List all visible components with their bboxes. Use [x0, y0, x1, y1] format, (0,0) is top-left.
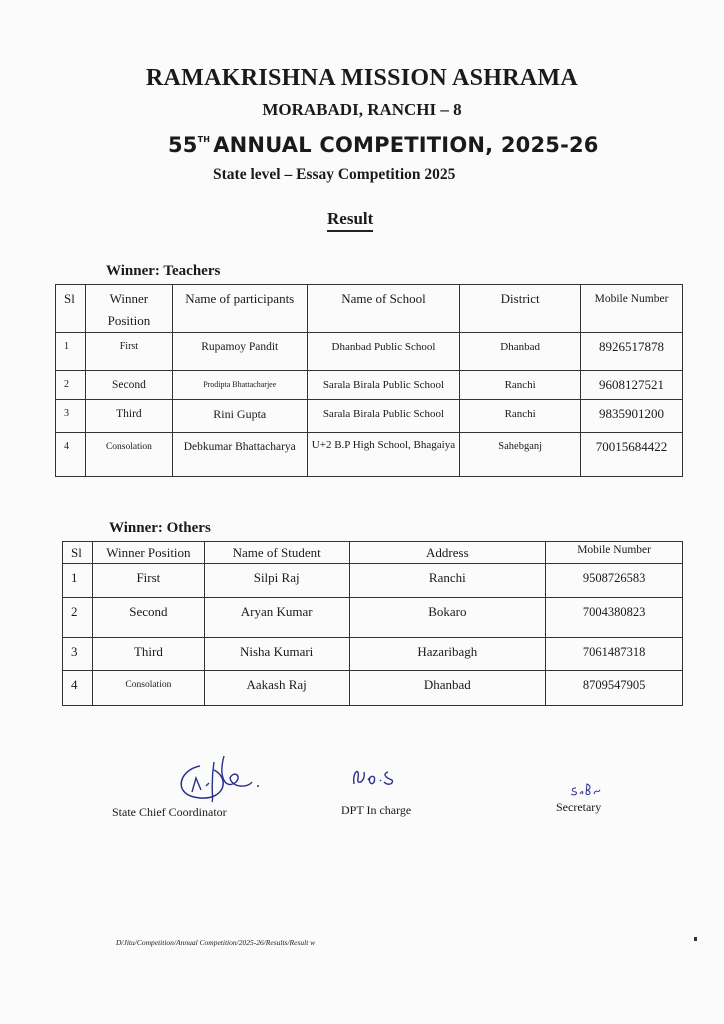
- table-row: [56, 371, 683, 400]
- cell-name: Prodipta Bhattacharjee: [172, 371, 307, 400]
- cell-district: Ranchi: [460, 400, 581, 433]
- table-row: [56, 333, 683, 371]
- teachers-header-row: [56, 285, 683, 333]
- scan-speck: [694, 937, 697, 941]
- cell-name: Aakash Raj: [204, 671, 349, 706]
- col-participant-name: Name of participants: [172, 285, 307, 333]
- cell-address: Hazaribagh: [349, 638, 546, 671]
- col-district: District: [460, 285, 581, 333]
- cell-sl: 2: [63, 598, 93, 638]
- teachers-section-title: Winner: Teachers: [106, 263, 221, 279]
- org-name: RAMAKRISHNA MISSION ASHRAMA: [145, 65, 579, 91]
- col-winner-position: Winner Position: [92, 542, 204, 564]
- secretary-signature: [568, 780, 608, 800]
- org-address: MORABADI, RANCHI – 8: [262, 100, 462, 119]
- cell-mobile: 9835901200: [581, 400, 683, 433]
- table-row: [56, 433, 683, 477]
- subtitle: State level – Essay Competition 2025: [213, 166, 456, 183]
- cell-school: Sarala Birala Public School: [307, 400, 460, 433]
- col-mobile: Mobile Number: [546, 542, 683, 564]
- signature-label-coordinator: State Chief Coordinator: [112, 805, 227, 819]
- competition-title: [168, 133, 599, 157]
- cell-mobile: 9608127521: [581, 371, 683, 400]
- table-row: [56, 400, 683, 433]
- cell-position: First: [85, 333, 172, 371]
- cell-position: Third: [85, 400, 172, 433]
- cell-school: U+2 B.P High School, Bhagaiya: [307, 433, 460, 477]
- cell-position: Consolation: [92, 671, 204, 706]
- cell-name: Rupamoy Pandit: [172, 333, 307, 371]
- col-address: Address: [349, 542, 546, 564]
- others-header-row: [63, 542, 683, 564]
- cell-position: First: [92, 564, 204, 598]
- cell-mobile: 8926517878: [581, 333, 683, 371]
- cell-sl: 1: [56, 333, 86, 371]
- coordinator-signature: [170, 748, 270, 808]
- competition-number: 55: [168, 133, 198, 157]
- competition-name: ANNUAL COMPETITION, 2025-26: [213, 133, 599, 157]
- col-sl: Sl: [63, 542, 93, 564]
- cell-school: Sarala Birala Public School: [307, 371, 460, 400]
- col-mobile: Mobile Number: [581, 285, 683, 333]
- cell-name: Debkumar Bhattacharya: [172, 433, 307, 477]
- cell-name: Nisha Kumari: [204, 638, 349, 671]
- cell-address: Dhanbad: [349, 671, 546, 706]
- cell-mobile: 7061487318: [546, 638, 683, 671]
- file-path: D/Jitu/Competition/Annual Competition/2025-26/Results/Result w: [116, 938, 316, 947]
- cell-district: Dhanbad: [460, 333, 581, 371]
- cell-sl: 3: [63, 638, 93, 671]
- cell-district: Ranchi: [460, 371, 581, 400]
- cell-mobile: 9508726583: [546, 564, 683, 598]
- cell-sl: 4: [56, 433, 86, 477]
- table-row: [63, 638, 683, 671]
- cell-name: Rini Gupta: [172, 400, 307, 433]
- cell-address: Ranchi: [349, 564, 546, 598]
- cell-address: Bokaro: [349, 598, 546, 638]
- teachers-table: [55, 284, 683, 477]
- table-row: [63, 598, 683, 638]
- col-sl: Sl: [56, 285, 86, 333]
- cell-sl: 3: [56, 400, 86, 433]
- cell-sl: 4: [63, 671, 93, 706]
- col-student-name: Name of Student: [204, 542, 349, 564]
- others-section-title: Winner: Others: [109, 520, 211, 536]
- others-table: [62, 541, 683, 706]
- table-row: [63, 671, 683, 706]
- cell-mobile: 7004380823: [546, 598, 683, 638]
- col-winner-position: Winner Position: [85, 285, 172, 333]
- cell-mobile: 8709547905: [546, 671, 683, 706]
- signature-label-dpt: DPT In charge: [341, 803, 412, 817]
- col-school-name: Name of School: [307, 285, 460, 333]
- cell-position: Second: [92, 598, 204, 638]
- cell-mobile: 70015684422: [581, 433, 683, 477]
- cell-position: Consolation: [85, 433, 172, 477]
- cell-sl: 2: [56, 371, 86, 400]
- cell-name: Silpi Raj: [204, 564, 349, 598]
- result-heading: Result: [327, 209, 373, 232]
- cell-name: Aryan Kumar: [204, 598, 349, 638]
- signature-label-secretary: Secretary: [556, 800, 602, 814]
- table-row: [63, 564, 683, 598]
- cell-district: Sahebganj: [460, 433, 581, 477]
- cell-sl: 1: [63, 564, 93, 598]
- cell-position: Second: [85, 371, 172, 400]
- cell-position: Third: [92, 638, 204, 671]
- cell-school: Dhanbad Public School: [307, 333, 460, 371]
- competition-suffix: TH: [197, 135, 211, 144]
- dpt-signature: [348, 762, 408, 792]
